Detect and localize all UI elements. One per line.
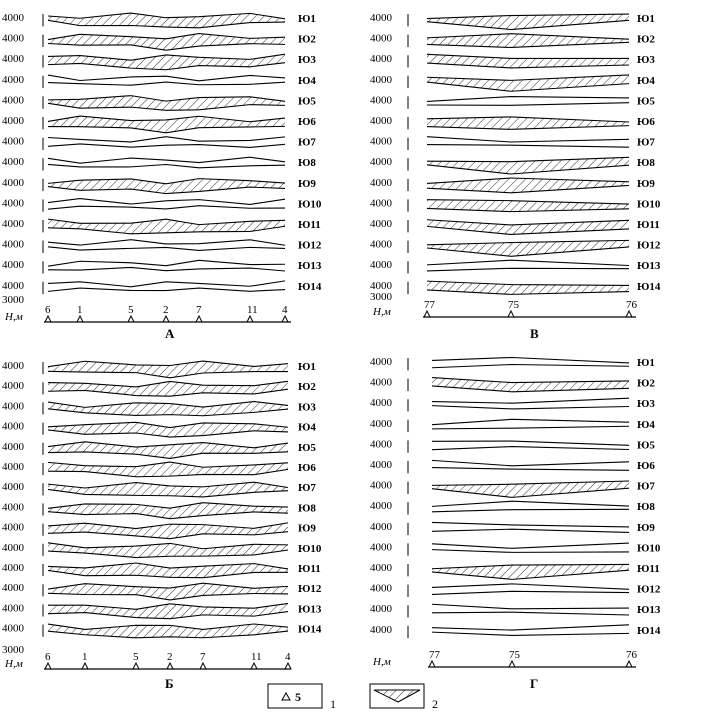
- legend-triangle-icon: [282, 693, 290, 700]
- horizon-label: Ю9: [637, 521, 655, 534]
- horizon-label: Ю13: [298, 260, 322, 273]
- horizon-label: Ю2: [637, 33, 655, 46]
- depth-label: 4000: [370, 73, 392, 86]
- well-triangle-icon: [128, 316, 134, 322]
- depth-label: 4000: [370, 259, 392, 272]
- horizon-top-line: [432, 543, 629, 548]
- hatched-lens: [48, 624, 288, 638]
- axis-label: H,м: [5, 658, 23, 670]
- well-triangle-icon: [45, 316, 51, 322]
- depth-label: 4000: [370, 459, 392, 471]
- horizon-label: Ю12: [298, 583, 322, 596]
- well-triangle-icon: [247, 316, 253, 322]
- horizon-label: Ю6: [637, 460, 655, 472]
- well-triangle-icon: [196, 316, 202, 322]
- well-triangle-icon: [285, 663, 291, 669]
- horizon-base-line: [48, 267, 285, 271]
- panel-a: [2, 12, 322, 341]
- horizon-label: Ю11: [298, 563, 321, 575]
- depth-label: 4000: [2, 360, 24, 372]
- well-number: 5: [128, 304, 134, 316]
- depth-label: 4000: [370, 115, 392, 127]
- horizon-label: Ю4: [637, 74, 655, 87]
- hatched-lens: [432, 564, 629, 579]
- well-number: 75: [509, 649, 520, 661]
- depth-label: 4000: [370, 238, 392, 251]
- depth-label: 4000: [370, 500, 392, 513]
- horizon-label: Ю8: [298, 157, 316, 170]
- horizon-base-line: [432, 406, 629, 409]
- horizon-top-line: [48, 75, 285, 81]
- horizon-label: Ю12: [637, 583, 661, 596]
- depth-label: 4000: [370, 356, 392, 368]
- well-number: 75: [508, 299, 519, 311]
- depth-label: 4000: [370, 176, 392, 189]
- horizon-label: Ю10: [298, 198, 322, 211]
- horizon-top-line: [48, 199, 285, 205]
- well-number: 7: [196, 304, 202, 316]
- depth-label: 4000: [370, 12, 392, 24]
- horizon-base-line: [432, 550, 629, 553]
- horizon-label: Ю5: [637, 95, 655, 108]
- depth-label: 4000: [370, 32, 392, 45]
- depth-label: 4000: [2, 562, 24, 574]
- horizon-label: Ю13: [298, 603, 322, 616]
- well-triangle-icon: [77, 316, 83, 322]
- horizon-top-line: [432, 441, 629, 445]
- horizon-base-line: [432, 591, 629, 594]
- horizon-label: Ю3: [298, 401, 316, 414]
- horizon-label: Ю4: [298, 74, 316, 87]
- horizon-top-line: [48, 260, 285, 266]
- well-triangle-icon: [509, 661, 515, 667]
- horizon-top-line: [432, 398, 629, 403]
- depth-label: 4000: [2, 602, 24, 615]
- horizon-base-line: [48, 144, 285, 147]
- depth-label: 4000: [370, 279, 392, 292]
- depth-label: 4000: [370, 53, 392, 66]
- well-triangle-icon: [167, 663, 173, 669]
- depth-label-bottom: 3000: [2, 644, 24, 656]
- hatched-lens: [48, 361, 288, 378]
- depth-label: 4000: [2, 238, 24, 251]
- depth-label-bottom: 3000: [370, 291, 392, 303]
- horizon-label: Ю14: [637, 280, 661, 293]
- depth-label: 4000: [2, 115, 24, 127]
- horizon-label: Ю8: [298, 502, 316, 515]
- horizon-label: Ю7: [298, 136, 316, 149]
- horizon-top-line: [432, 358, 629, 363]
- horizon-label: Ю13: [637, 260, 661, 273]
- well-number: 4: [282, 304, 288, 316]
- horizon-top-line: [427, 137, 629, 142]
- horizon-top-line: [432, 584, 629, 589]
- horizon-label: Ю11: [298, 219, 321, 231]
- depth-label: 4000: [2, 541, 24, 554]
- horizon-label: Ю1: [637, 357, 655, 369]
- depth-label: 4000: [2, 582, 24, 595]
- well-triangle-icon: [45, 663, 51, 669]
- horizon-top-line: [432, 419, 629, 424]
- depth-label: 4000: [370, 479, 392, 492]
- depth-label: 4000: [2, 440, 24, 453]
- horizon-label: Ю2: [637, 377, 655, 390]
- well-number: 11: [251, 651, 262, 663]
- depth-label: 4000: [370, 94, 392, 107]
- well-number: 1: [82, 651, 88, 663]
- well-triangle-icon: [282, 316, 288, 322]
- horizon-label: Ю10: [637, 198, 661, 211]
- horizon-label: Ю1: [298, 361, 316, 373]
- horizon-label: Ю6: [298, 462, 316, 474]
- axis-label: H,м: [373, 656, 391, 668]
- hatched-lens: [48, 503, 288, 519]
- horizon-base-line: [48, 247, 285, 251]
- depth-label: 4000: [370, 438, 392, 451]
- horizon-base-line: [432, 509, 629, 512]
- horizon-label: Ю14: [298, 280, 322, 293]
- legend-hatched-lens-icon: [374, 690, 420, 702]
- depth-label: 4000: [2, 622, 24, 635]
- well-triangle-icon: [251, 663, 257, 669]
- depth-label: 4000: [2, 259, 24, 272]
- horizon-top-line: [48, 137, 285, 142]
- axis-label: H,м: [5, 311, 23, 323]
- well-number: 76: [626, 299, 637, 311]
- horizon-top-line: [432, 501, 629, 506]
- horizon-label: Ю3: [637, 54, 655, 67]
- horizon-base-line: [48, 288, 285, 291]
- well-triangle-icon: [200, 663, 206, 669]
- well-triangle-icon: [429, 661, 435, 667]
- well-triangle-icon: [82, 663, 88, 669]
- well-number: 7: [200, 651, 206, 663]
- depth-label: 4000: [370, 541, 392, 554]
- depth-label: 4000: [2, 400, 24, 413]
- horizon-base-line: [427, 103, 629, 106]
- well-number: 6: [45, 651, 51, 663]
- depth-label: 4000: [370, 156, 392, 169]
- horizon-label: Ю3: [298, 54, 316, 67]
- depth-label: 4000: [2, 156, 24, 169]
- horizon-top-line: [432, 604, 629, 609]
- depth-label: 4000: [2, 420, 24, 433]
- depth-label: 4000: [370, 603, 392, 616]
- depth-label: 4000: [370, 520, 392, 533]
- depth-label: 4000: [2, 94, 24, 107]
- hatched-lens: [48, 583, 288, 600]
- horizon-top-line: [432, 460, 629, 465]
- horizon-label: Ю13: [637, 604, 661, 617]
- horizon-label: Ю12: [637, 239, 661, 252]
- depth-label: 4000: [370, 135, 392, 148]
- depth-label: 4000: [2, 197, 24, 210]
- well-number: 2: [167, 651, 173, 663]
- depth-label: 4000: [2, 218, 24, 230]
- well-triangle-icon: [133, 663, 139, 669]
- depth-label: 4000: [2, 135, 24, 148]
- horizon-label: Ю2: [298, 33, 316, 46]
- horizon-label: Ю9: [298, 522, 316, 535]
- hatched-lens: [427, 14, 629, 29]
- horizon-top-line: [48, 240, 285, 246]
- depth-label: 4000: [370, 623, 392, 636]
- horizon-label: Ю5: [298, 95, 316, 108]
- well-triangle-icon: [508, 311, 514, 317]
- horizon-base-line: [427, 268, 629, 271]
- hatched-lens: [427, 75, 629, 91]
- horizon-label: Ю11: [637, 219, 660, 231]
- depth-label: 4000: [370, 417, 392, 430]
- depth-label: 4000: [370, 562, 392, 574]
- horizon-top-line: [432, 625, 629, 630]
- horizon-base-line: [48, 206, 285, 210]
- depth-label: 4000: [2, 481, 24, 494]
- depth-label: 4000: [370, 397, 392, 410]
- horizon-label: Ю9: [637, 177, 655, 190]
- horizon-label: Ю4: [298, 421, 316, 434]
- hatched-lens: [427, 178, 629, 193]
- depth-label: 4000: [2, 73, 24, 86]
- depth-label: 4000: [2, 53, 24, 66]
- legend: [268, 684, 438, 711]
- horizon-base-line: [48, 82, 285, 85]
- horizon-base-line: [48, 164, 285, 167]
- horizon-label: Ю3: [637, 398, 655, 411]
- horizon-label: Ю10: [637, 542, 661, 555]
- horizon-base-line: [432, 529, 629, 532]
- horizon-base-line: [432, 468, 629, 471]
- horizon-label: Ю7: [298, 482, 316, 495]
- depth-label: 4000: [2, 12, 24, 24]
- hatched-lens: [427, 157, 629, 174]
- hatched-lens: [48, 523, 288, 539]
- depth-label: 4000: [370, 197, 392, 210]
- depth-label: 4000: [2, 279, 24, 292]
- hatched-lens: [48, 34, 285, 51]
- legend-number-2: 2: [432, 697, 438, 711]
- hatched-lens: [48, 442, 288, 459]
- depth-label: 4000: [2, 521, 24, 534]
- horizon-label: Ю7: [637, 480, 655, 493]
- horizon-base-line: [432, 632, 629, 635]
- horizon-label: Ю1: [637, 13, 655, 25]
- well-number: 76: [626, 649, 637, 661]
- horizon-base-line: [432, 447, 629, 450]
- horizon-base-line: [432, 426, 629, 429]
- panel-label: Г: [530, 676, 539, 691]
- depth-label: 4000: [370, 218, 392, 230]
- horizon-top-line: [432, 522, 629, 526]
- horizon-label: Ю4: [637, 418, 655, 431]
- well-number: 6: [45, 304, 51, 316]
- depth-label-bottom: 3000: [2, 294, 24, 306]
- horizon-label: Ю1: [298, 13, 316, 25]
- hatched-lens: [48, 116, 285, 133]
- panel-label: А: [165, 326, 175, 341]
- depth-label: 4000: [2, 380, 24, 393]
- horizon-label: Ю11: [637, 563, 660, 575]
- horizon-label: Ю14: [298, 623, 322, 636]
- well-number: 77: [429, 649, 440, 661]
- axis-label: H,м: [373, 306, 391, 318]
- horizon-top-line: [427, 260, 629, 265]
- horizon-label: Ю5: [637, 439, 655, 452]
- panel-b: [370, 12, 661, 341]
- panel-c: [2, 360, 322, 691]
- horizon-label: Ю14: [637, 624, 661, 637]
- horizon-label: Ю8: [637, 157, 655, 170]
- legend-number-1: 1: [330, 697, 336, 711]
- horizon-label: Ю10: [298, 542, 322, 555]
- horizon-top-line: [427, 97, 629, 102]
- panel-d: [370, 356, 661, 691]
- horizon-top-line: [48, 281, 285, 287]
- depth-label: 4000: [2, 32, 24, 45]
- horizon-base-line: [432, 612, 629, 615]
- well-number: 1: [77, 304, 83, 316]
- hatched-lens: [48, 54, 285, 70]
- panel-label: Б: [165, 676, 174, 691]
- depth-label: 4000: [370, 582, 392, 595]
- depth-label: 4000: [370, 376, 392, 389]
- horizon-label: Ю8: [637, 501, 655, 514]
- horizon-label: Ю5: [298, 441, 316, 454]
- well-number: 2: [163, 304, 169, 316]
- well-number: 5: [133, 651, 139, 663]
- horizon-label: Ю6: [637, 116, 655, 128]
- well-triangle-icon: [163, 316, 169, 322]
- horizon-label: Ю9: [298, 177, 316, 190]
- horizon-base-line: [432, 365, 629, 368]
- horizon-label: Ю7: [637, 136, 655, 149]
- depth-label: 4000: [2, 501, 24, 514]
- depth-label: 4000: [2, 176, 24, 189]
- horizon-label: Ю2: [298, 381, 316, 394]
- depth-label: 4000: [2, 461, 24, 473]
- horizon-label: Ю6: [298, 116, 316, 128]
- horizon-top-line: [48, 157, 285, 163]
- well-number: 77: [424, 299, 435, 311]
- well-number: 11: [247, 304, 258, 316]
- well-triangle-icon: [626, 311, 632, 317]
- well-triangle-icon: [424, 311, 430, 317]
- horizon-base-line: [427, 145, 629, 148]
- panel-label: В: [530, 326, 539, 341]
- horizon-label: Ю12: [298, 239, 322, 252]
- legend-symbol-label: 5: [295, 690, 301, 704]
- well-number: 4: [285, 651, 291, 663]
- well-triangle-icon: [626, 661, 632, 667]
